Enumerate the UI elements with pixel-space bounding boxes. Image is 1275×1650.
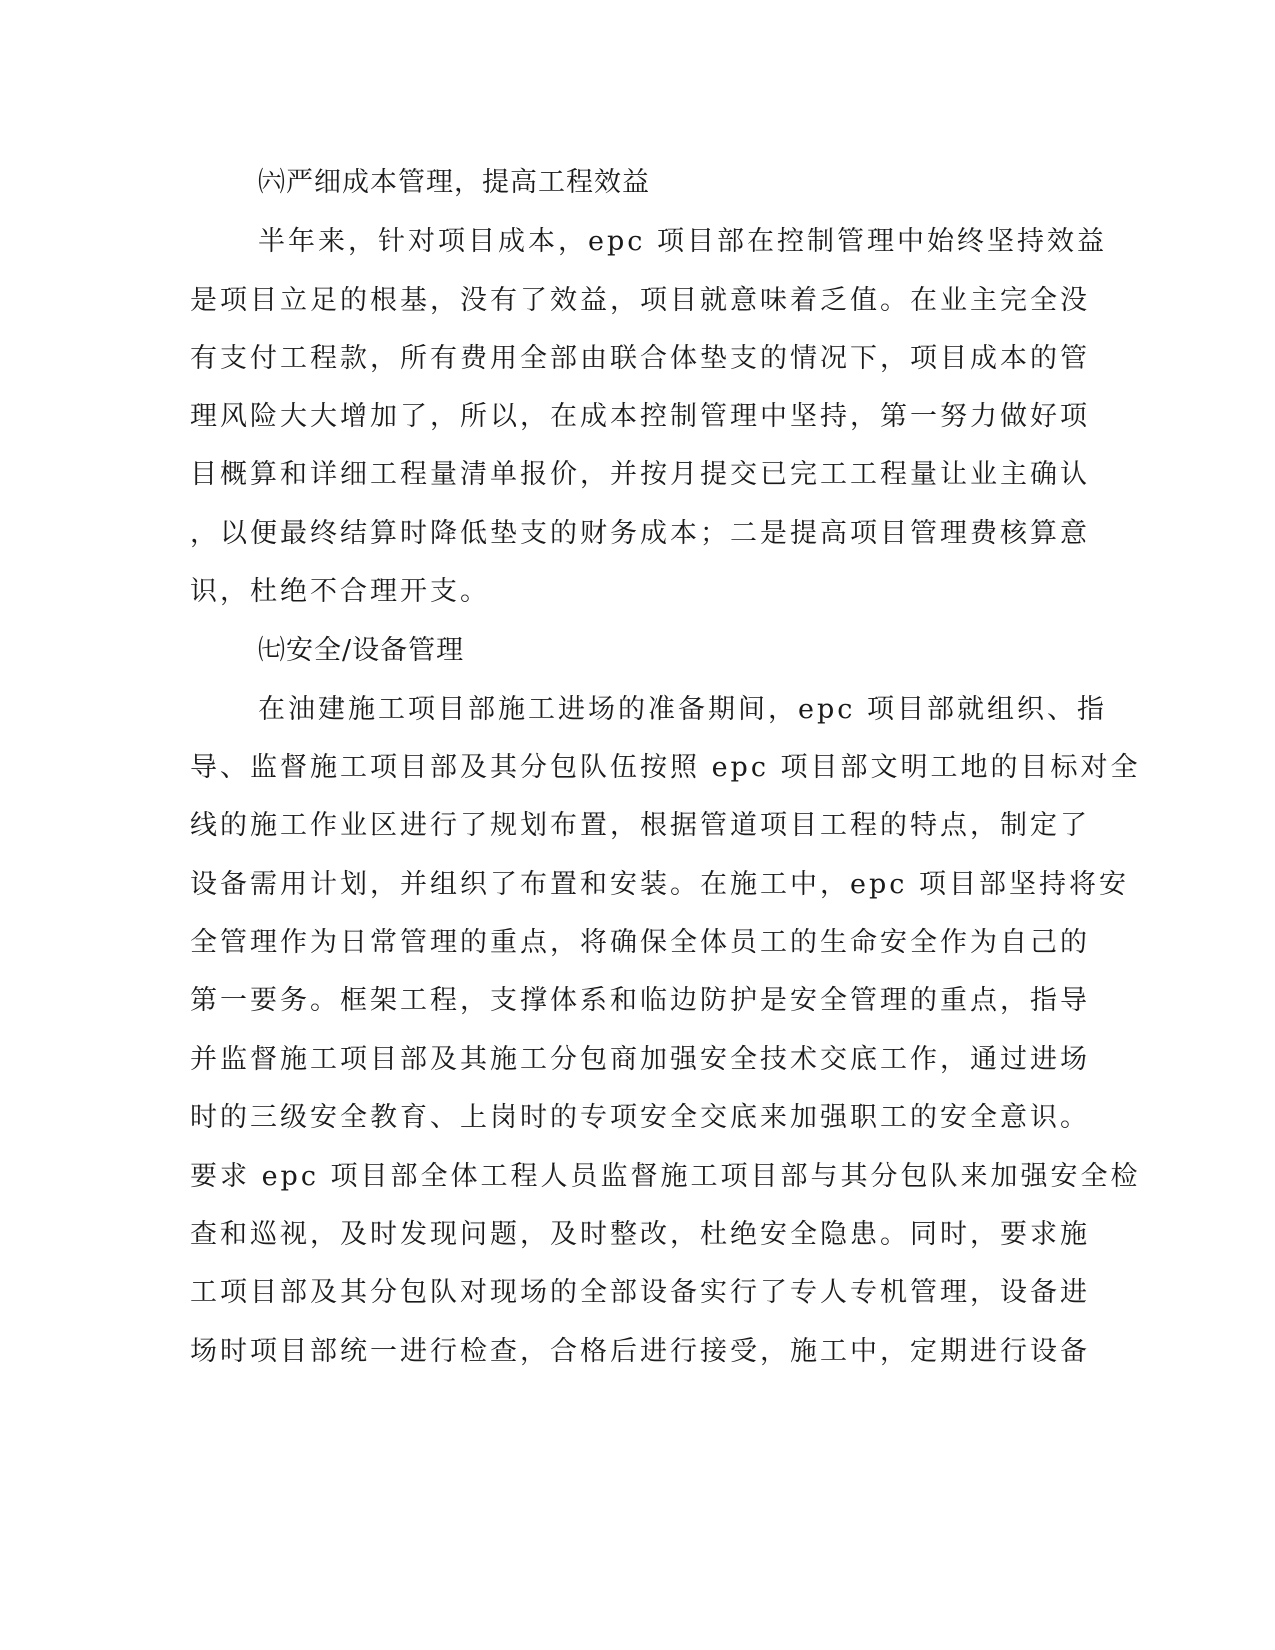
paragraph-line: 第一要务。框架工程，支撑体系和临边防护是安全管理的重点，指导 [190,985,1090,1016]
paragraph-line: ，以便最终结算时降低垫支的财务成本；二是提高项目管理费核算意 [190,518,1090,549]
paragraph-line: 场时项目部统一进行检查，合格后进行接受，施工中，定期进行设备 [190,1336,1090,1367]
section-heading-cost-management: ㈥严细成本管理，提高工程效益 [258,167,650,198]
paragraph-line: 理风险大大增加了，所以，在成本控制管理中坚持，第一努力做好项 [190,401,1090,432]
section-heading-safety-equipment: ㈦安全/设备管理 [258,635,465,666]
paragraph-line: 是项目立足的根基，没有了效益，项目就意味着乏值。在业主完全没 [190,285,1090,316]
paragraph-line: 时的三级安全教育、上岗时的专项安全交底来加强职工的安全意识。 [190,1102,1090,1133]
paragraph-line: 并监督施工项目部及其施工分包商加强安全技术交底工作，通过进场 [190,1044,1090,1075]
paragraph-line: 全管理作为日常管理的重点，将确保全体员工的生命安全作为自己的 [190,927,1090,958]
paragraph-line: 目概算和详细工程量清单报价，并按月提交已完工工程量让业主确认 [190,459,1090,490]
paragraph-line: 设备需用计划，并组织了布置和安装。在施工中，epc 项目部坚持将安 [190,869,1129,900]
paragraph-line: 要求 epc 项目部全体工程人员监督施工项目部与其分包队来加强安全检 [190,1161,1141,1192]
paragraph-line: 有支付工程款，所有费用全部由联合体垫支的情况下，项目成本的管 [190,343,1090,374]
paragraph-line: 在油建施工项目部施工进场的准备期间，epc 项目部就组织、指 [258,694,1107,725]
paragraph-line: 半年来，针对项目成本，epc 项目部在控制管理中始终坚持效益 [258,226,1107,257]
paragraph-line: 工项目部及其分包队对现场的全部设备实行了专人专机管理，设备进 [190,1277,1090,1308]
paragraph-line: 导、监督施工项目部及其分包队伍按照 epc 项目部文明工地的目标对全 [190,752,1141,783]
paragraph-line: 线的施工作业区进行了规划布置，根据管道项目工程的特点，制定了 [190,810,1090,841]
paragraph-line: 识，杜绝不合理开支。 [190,576,490,607]
paragraph-line: 查和巡视，及时发现问题，及时整改，杜绝安全隐患。同时，要求施 [190,1219,1090,1250]
